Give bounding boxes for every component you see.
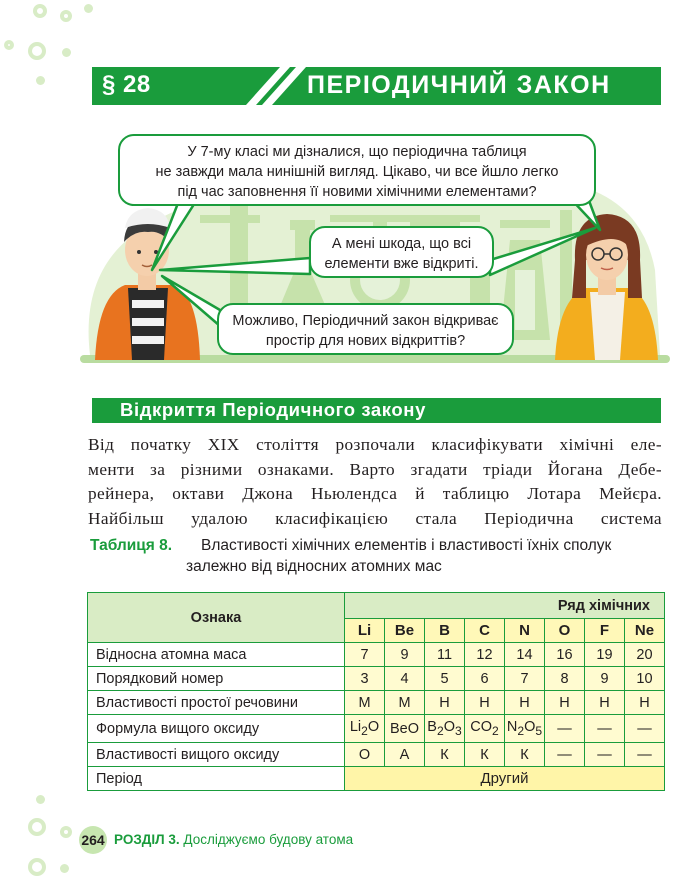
- bubble-line: простір для нових відкриттів?: [265, 333, 466, 349]
- table-caption-line: залежно від відносних атомних мас: [186, 558, 442, 575]
- element-symbol: Li: [345, 619, 385, 643]
- speech-bubble-boy-question: [118, 134, 596, 206]
- row-label: Властивості простої речовини: [88, 691, 345, 715]
- decor-circle: [60, 864, 69, 873]
- table-cell: Н: [625, 691, 665, 715]
- table-cell: А: [385, 743, 425, 767]
- table-cell: Н: [585, 691, 625, 715]
- element-symbol: O: [545, 619, 585, 643]
- banner-stripes: [242, 67, 312, 105]
- element-symbol: B: [425, 619, 465, 643]
- row-label: Відносна атомна маса: [88, 643, 345, 667]
- table-cell: К: [465, 743, 505, 767]
- table-cell: 8: [545, 667, 585, 691]
- footer-chapter-title: Досліджуємо будову атома: [183, 832, 354, 847]
- speech-bubble-boy-answer: [217, 303, 514, 355]
- table-cell: 5: [425, 667, 465, 691]
- speech-bubble-girl: [309, 226, 494, 278]
- table-cell: Н: [505, 691, 545, 715]
- illustration: [80, 120, 670, 370]
- bubble-line: елементи вже відкриті.: [324, 256, 479, 272]
- row-label: Період: [88, 767, 345, 791]
- bubble-line: У 7-му класі ми дізналися, що періодична таблиця: [187, 144, 527, 160]
- section-number: § 28: [102, 71, 151, 98]
- table-row: [88, 767, 665, 791]
- table-cell: 10: [625, 667, 665, 691]
- table-cell: Н: [425, 691, 465, 715]
- table-cell: 11: [425, 643, 465, 667]
- row-label: Порядковий номер: [88, 667, 345, 691]
- table-cell: —: [625, 743, 665, 767]
- table-cell: 19: [585, 643, 625, 667]
- table-cell: 9: [385, 643, 425, 667]
- table-cell: 20: [625, 643, 665, 667]
- table-cell: М: [385, 691, 425, 715]
- table-cell: 9: [585, 667, 625, 691]
- table-cell: 7: [505, 667, 545, 691]
- oxide-formula: $Li_2O$: [345, 715, 385, 743]
- oxide-formula: —: [585, 715, 625, 743]
- table-cell: 4: [385, 667, 425, 691]
- oxide-formula: $CO_2$: [465, 715, 505, 743]
- decor-circle: [36, 76, 45, 85]
- row-label: Властивості вищого оксиду: [88, 743, 345, 767]
- header-series: Ряд хімічних: [345, 593, 665, 619]
- decor-circle: [36, 795, 45, 804]
- section-heading: [92, 398, 661, 423]
- row-label: Формула вищого оксиду: [88, 715, 345, 743]
- element-symbol: C: [465, 619, 505, 643]
- decor-circle: [28, 42, 46, 60]
- decor-circle: [33, 4, 47, 18]
- table-cell: —: [545, 743, 585, 767]
- table-row: [88, 715, 665, 743]
- oxide-formula: $N_2O_5$: [505, 715, 545, 743]
- table-row: [88, 667, 665, 691]
- element-symbol: N: [505, 619, 545, 643]
- footer-chapter: [114, 832, 353, 847]
- bubble-line: А мені шкода, що всі: [331, 236, 472, 252]
- element-symbol: Be: [385, 619, 425, 643]
- section-heading-text: Відкриття Періодичного закону: [120, 399, 426, 420]
- paragraph-line: рейнера, октави Джона Ньюлендса й таблицю Лотара Мейєра.: [88, 484, 662, 503]
- properties-table: [87, 592, 665, 791]
- paragraph-line: менти за різними ознаками. Варто згадати тріади Йогана Дебе-: [88, 459, 662, 479]
- decor-circle: [60, 10, 72, 22]
- table-caption-line: Властивості хімічних елементів і властивості їхніх сполук: [201, 537, 612, 554]
- decor-circle: [84, 4, 93, 13]
- table-cell: —: [585, 743, 625, 767]
- element-symbol: Ne: [625, 619, 665, 643]
- table-row: [88, 691, 665, 715]
- table-cell: 7: [345, 643, 385, 667]
- table-cell: 14: [505, 643, 545, 667]
- decor-circle: [4, 40, 14, 50]
- bubble-line: Можливо, Періодичний закон відкриває: [232, 313, 499, 329]
- chapter-banner: [92, 67, 661, 105]
- body-paragraph: [88, 433, 662, 531]
- table-cell: М: [345, 691, 385, 715]
- table-cell: 6: [465, 667, 505, 691]
- element-symbol: F: [585, 619, 625, 643]
- paragraph-line: Від початку XIX століття розпочали класифікувати хімічні еле-: [88, 435, 662, 454]
- decor-circle: [60, 826, 72, 838]
- oxide-formula: —: [545, 715, 585, 743]
- table-row: [88, 643, 665, 667]
- decor-circle: [28, 858, 46, 876]
- oxide-formula: —: [625, 715, 665, 743]
- table-cell: 3: [345, 667, 385, 691]
- footer-chapter-label: РОЗДІЛ 3.: [114, 832, 180, 847]
- decor-circle: [28, 818, 46, 836]
- period-value: Другий: [345, 767, 665, 791]
- oxide-formula: BeO: [385, 715, 425, 743]
- page-number: 264: [79, 826, 107, 854]
- chapter-title: ПЕРІОДИЧНИЙ ЗАКОН: [307, 71, 611, 99]
- table-cell: К: [425, 743, 465, 767]
- table-cell: К: [505, 743, 545, 767]
- oxide-formula: $B_2O_3$: [425, 715, 465, 743]
- bubble-line: не завжди мала нинішній вигляд. Цікаво, чи все йшло легко: [155, 164, 559, 180]
- table-cell: Н: [465, 691, 505, 715]
- table-label: Таблиця 8.: [90, 537, 173, 554]
- table-cell: 16: [545, 643, 585, 667]
- bubble-line: під час заповнення її новими хімічними елементами?: [177, 184, 537, 200]
- table-cell: О: [345, 743, 385, 767]
- table-row: [88, 743, 665, 767]
- table-cell: 12: [465, 643, 505, 667]
- header-property: Ознака: [88, 593, 345, 643]
- decor-circle: [62, 48, 71, 57]
- table-cell: Н: [545, 691, 585, 715]
- paragraph-line: Найбільш удалою класифікацією стала Періодична система: [88, 508, 662, 528]
